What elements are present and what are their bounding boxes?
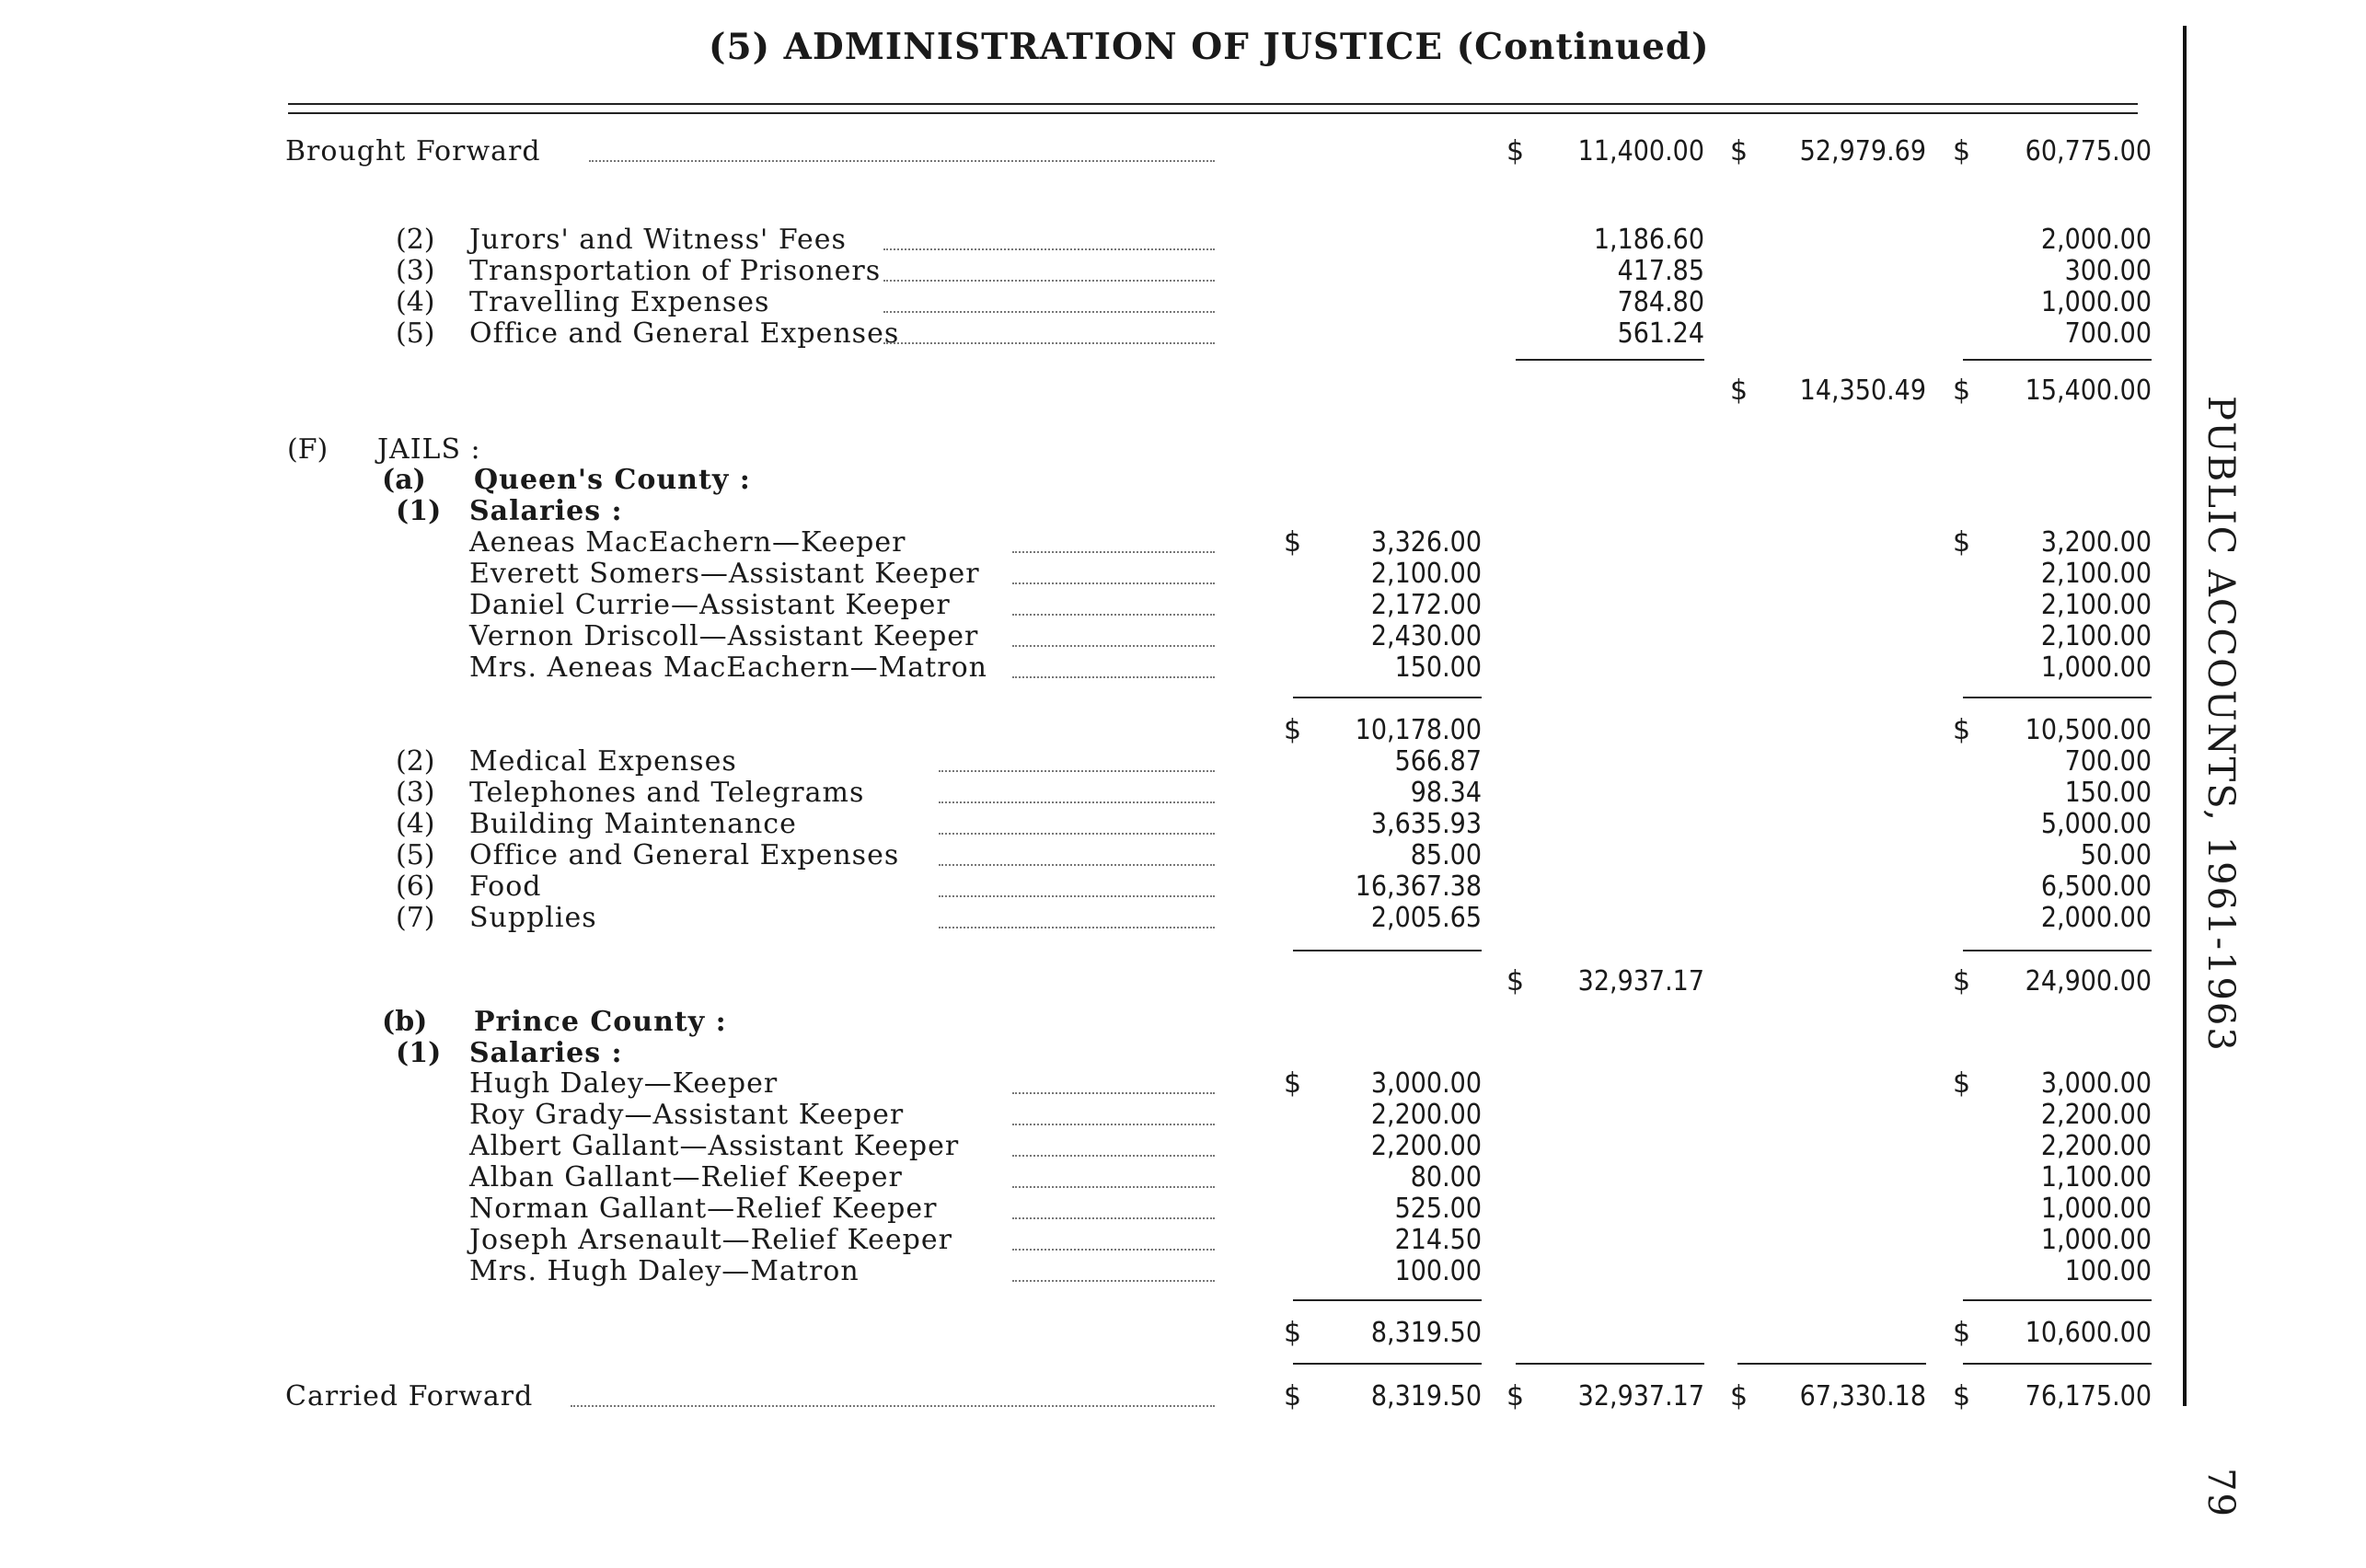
amount-col4: 50.00 <box>2080 839 2152 871</box>
amount-col2: 1,186.60 <box>1593 224 1704 256</box>
dot-leader <box>883 248 1215 250</box>
amount-col4: 3,200.00 <box>2040 526 2152 559</box>
amount-col1: 2,430.00 <box>1370 620 1482 652</box>
row-label: Supplies <box>469 902 597 934</box>
amount-col4: 1,000.00 <box>2040 651 2152 684</box>
amount-col1: 2,200.00 <box>1370 1130 1482 1162</box>
amount-col4: 2,100.00 <box>2040 589 2152 621</box>
page-title: (5) ADMINISTRATION OF JUSTICE (Continued) <box>709 26 1710 68</box>
table-row <box>0 1225 2209 1256</box>
amount-col4: 2,100.00 <box>2040 620 2152 652</box>
header-rule-bottom <box>288 112 2138 114</box>
amount-col4: 5,000.00 <box>2040 808 2152 840</box>
item-number: (7) <box>396 902 435 934</box>
item-number: (3) <box>396 777 435 809</box>
table-row <box>0 225 2209 256</box>
amount-col4: 76,175.00 <box>2025 1380 2152 1412</box>
amount-col2: 11,400.00 <box>1577 135 1704 167</box>
amount-col4: 2,100.00 <box>2040 558 2152 590</box>
table-row <box>0 778 2209 809</box>
subtotal-row <box>0 966 2209 997</box>
amount-col4: 2,000.00 <box>2040 224 2152 256</box>
amount-col1: 8,319.50 <box>1370 1317 1482 1349</box>
total-rule <box>1293 1363 1482 1365</box>
amount-col4: 60,775.00 <box>2025 135 2152 167</box>
amount-col1: 8,319.50 <box>1370 1380 1482 1412</box>
row-label: Telephones and Telegrams <box>469 777 865 809</box>
subsection-heading <box>0 1007 2209 1038</box>
dot-leader <box>1012 1217 1215 1219</box>
item-number: (5) <box>396 317 435 350</box>
dot-leader <box>1012 1092 1215 1094</box>
amount-col4: 15,400.00 <box>2025 375 2152 407</box>
row-label: Joseph Arsenault—Relief Keeper <box>469 1224 952 1256</box>
amount-col3: 52,979.69 <box>1799 135 1926 167</box>
row-label: Jurors' and Witness' Fees <box>469 224 847 256</box>
row-label: Building Maintenance <box>469 808 797 840</box>
item-number: (5) <box>396 839 435 871</box>
item-number: (b) <box>382 1006 428 1038</box>
table-row <box>0 256 2209 287</box>
row-label: Roy Grady—Assistant Keeper <box>469 1099 905 1131</box>
row-label: Brought Forward <box>285 135 541 167</box>
row-label: Albert Gallant—Assistant Keeper <box>469 1130 960 1162</box>
amount-col4: 300.00 <box>2064 255 2152 287</box>
amount-col1: 2,100.00 <box>1370 558 1482 590</box>
dot-leader <box>571 1405 1215 1407</box>
row-label: Daniel Currie—Assistant Keeper <box>469 589 951 621</box>
amount-col4: 10,600.00 <box>2025 1317 2152 1349</box>
amount-col4: 10,500.00 <box>2025 714 2152 746</box>
row-label: Food <box>469 870 542 903</box>
amount-col1: 3,000.00 <box>1370 1067 1482 1100</box>
currency-sign: $ <box>1284 526 1302 559</box>
dot-leader <box>1012 582 1215 584</box>
amount-col4: 1,100.00 <box>2040 1161 2152 1193</box>
currency-sign: $ <box>1284 714 1302 746</box>
item-number: (2) <box>396 224 435 256</box>
currency-sign: $ <box>1730 1380 1749 1412</box>
amount-col1: 566.87 <box>1394 745 1482 778</box>
amount-col2: 561.24 <box>1617 317 1704 350</box>
currency-sign: $ <box>1953 714 1971 746</box>
side-header-title: PUBLIC ACCOUNTS, 1961-1963 <box>2199 396 2242 1053</box>
currency-sign: $ <box>1284 1317 1302 1349</box>
amount-col1: 10,178.00 <box>1355 714 1482 746</box>
total-rule <box>1516 1363 1704 1365</box>
amount-col1: 214.50 <box>1394 1224 1482 1256</box>
dot-leader <box>1012 1280 1215 1282</box>
dot-leader <box>939 801 1215 803</box>
item-number: (F) <box>287 433 329 466</box>
row-label: JAILS : <box>377 433 481 466</box>
amount-col1: 525.00 <box>1394 1193 1482 1225</box>
amount-col1: 98.34 <box>1410 777 1482 809</box>
amount-col4: 1,000.00 <box>2040 1193 2152 1225</box>
amount-col4: 2,200.00 <box>2040 1099 2152 1131</box>
dot-leader <box>883 311 1215 313</box>
row-label: Mrs. Hugh Daley—Matron <box>469 1255 860 1287</box>
item-number: (1) <box>396 495 442 527</box>
item-number: (1) <box>396 1037 442 1069</box>
dot-leader <box>1012 1249 1215 1251</box>
amount-col2: 32,937.17 <box>1577 1380 1704 1412</box>
amount-col1: 100.00 <box>1394 1255 1482 1287</box>
amount-col2: 32,937.17 <box>1577 965 1704 997</box>
row-label: Transportation of Prisoners <box>469 255 882 287</box>
dot-leader <box>1012 645 1215 647</box>
section-heading <box>0 434 2209 466</box>
table-row <box>0 1256 2209 1287</box>
row-label: Everett Somers—Assistant Keeper <box>469 558 980 590</box>
total-rule <box>1293 950 1482 951</box>
dot-leader <box>1012 1186 1215 1188</box>
amount-col1: 2,005.65 <box>1370 902 1482 934</box>
amount-col2: 784.80 <box>1617 286 1704 318</box>
header-rule-top <box>288 103 2138 105</box>
currency-sign: $ <box>1284 1067 1302 1100</box>
amount-col4: 150.00 <box>2064 777 2152 809</box>
amount-col4: 1,000.00 <box>2040 286 2152 318</box>
dot-leader <box>1012 676 1215 678</box>
currency-sign: $ <box>1506 135 1525 167</box>
amount-col4: 2,000.00 <box>2040 902 2152 934</box>
dot-leader <box>1012 551 1215 553</box>
subsection-heading <box>0 465 2209 496</box>
row-label: Prince County : <box>474 1006 727 1038</box>
dot-leader <box>939 927 1215 928</box>
amount-col4: 100.00 <box>2064 1255 2152 1287</box>
table-row <box>0 287 2209 318</box>
total-rule <box>1963 359 2152 361</box>
item-number: (2) <box>396 745 435 778</box>
table-row <box>0 621 2209 652</box>
row-label: Hugh Daley—Keeper <box>469 1067 779 1100</box>
page-number: 79 <box>2199 1468 2242 1518</box>
table-row <box>0 903 2209 934</box>
row-label: Travelling Expenses <box>469 286 770 318</box>
table-row <box>0 840 2209 871</box>
row-label: Queen's County : <box>474 464 751 496</box>
dot-leader <box>939 770 1215 772</box>
dot-leader <box>883 280 1215 282</box>
currency-sign: $ <box>1953 1317 1971 1349</box>
currency-sign: $ <box>1953 965 1971 997</box>
amount-col1: 3,635.93 <box>1370 808 1482 840</box>
amount-col1: 80.00 <box>1410 1161 1482 1193</box>
dot-leader <box>939 895 1215 897</box>
table-row <box>0 590 2209 621</box>
row-label: Carried Forward <box>285 1380 534 1412</box>
subtotal-row <box>0 375 2209 407</box>
item-number: (4) <box>396 808 435 840</box>
total-rule <box>1737 1363 1926 1365</box>
item-number: (6) <box>396 870 435 903</box>
total-rule <box>1293 1299 1482 1301</box>
subtotal-row <box>0 1318 2209 1349</box>
row-label: Medical Expenses <box>469 745 737 778</box>
table-row <box>0 746 2209 778</box>
amount-col1: 3,326.00 <box>1370 526 1482 559</box>
dot-leader <box>883 342 1215 344</box>
currency-sign: $ <box>1730 375 1749 407</box>
row-label: Alban Gallant—Relief Keeper <box>469 1161 903 1193</box>
item-number: (3) <box>396 255 435 287</box>
currency-sign: $ <box>1953 1067 1971 1100</box>
total-rule <box>1963 1363 2152 1365</box>
amount-col1: 2,200.00 <box>1370 1099 1482 1131</box>
subtotal-row <box>0 715 2209 746</box>
table-row <box>0 652 2209 684</box>
amount-col4: 2,200.00 <box>2040 1130 2152 1162</box>
amount-col1: 150.00 <box>1394 651 1482 684</box>
currency-sign: $ <box>1953 526 1971 559</box>
table-row <box>0 1193 2209 1225</box>
table-row <box>0 1131 2209 1162</box>
amount-col4: 3,000.00 <box>2040 1067 2152 1100</box>
table-row <box>0 1100 2209 1131</box>
row-label: Mrs. Aeneas MacEachern—Matron <box>469 651 987 684</box>
currency-sign: $ <box>1506 965 1525 997</box>
amount-col4: 24,900.00 <box>2025 965 2152 997</box>
row-label: Office and General Expenses <box>469 317 900 350</box>
currency-sign: $ <box>1506 1380 1525 1412</box>
row-label: Salaries : <box>469 1037 623 1069</box>
dot-leader <box>939 864 1215 866</box>
row-label: Aeneas MacEachern—Keeper <box>469 526 906 559</box>
table-row <box>0 809 2209 840</box>
dot-leader <box>939 833 1215 835</box>
amount-col3: 67,330.18 <box>1799 1380 1926 1412</box>
amount-col4: 6,500.00 <box>2040 870 2152 903</box>
row-label: Office and General Expenses <box>469 839 900 871</box>
amount-col2: 417.85 <box>1617 255 1704 287</box>
total-rule <box>1963 697 2152 698</box>
row-label: Norman Gallant—Relief Keeper <box>469 1193 938 1225</box>
amount-col1: 2,172.00 <box>1370 589 1482 621</box>
total-rule <box>1516 359 1704 361</box>
currency-sign: $ <box>1953 135 1971 167</box>
brought-forward-row <box>0 136 2209 167</box>
table-row <box>0 318 2209 350</box>
salaries-heading <box>0 1038 2209 1069</box>
dot-leader <box>1012 1155 1215 1157</box>
dot-leader <box>1012 614 1215 616</box>
amount-col4: 1,000.00 <box>2040 1224 2152 1256</box>
table-row <box>0 1162 2209 1193</box>
dot-leader <box>589 160 1215 162</box>
currency-sign: $ <box>1730 135 1749 167</box>
total-rule <box>1963 1299 2152 1301</box>
table-row <box>0 871 2209 903</box>
carried-forward-row <box>0 1381 2209 1412</box>
table-row <box>0 559 2209 590</box>
total-rule <box>1293 697 1482 698</box>
amount-col4: 700.00 <box>2064 317 2152 350</box>
salaries-heading <box>0 496 2209 527</box>
table-row <box>0 527 2209 559</box>
currency-sign: $ <box>1284 1380 1302 1412</box>
total-rule <box>1963 950 2152 951</box>
table-row <box>0 1068 2209 1100</box>
currency-sign: $ <box>1953 375 1971 407</box>
item-number: (a) <box>382 464 426 496</box>
currency-sign: $ <box>1953 1380 1971 1412</box>
amount-col1: 16,367.38 <box>1355 870 1482 903</box>
amount-col3: 14,350.49 <box>1799 375 1926 407</box>
amount-col1: 85.00 <box>1410 839 1482 871</box>
item-number: (4) <box>396 286 435 318</box>
row-label: Vernon Driscoll—Assistant Keeper <box>469 620 979 652</box>
amount-col4: 700.00 <box>2064 745 2152 778</box>
dot-leader <box>1012 1124 1215 1125</box>
row-label: Salaries : <box>469 495 623 527</box>
